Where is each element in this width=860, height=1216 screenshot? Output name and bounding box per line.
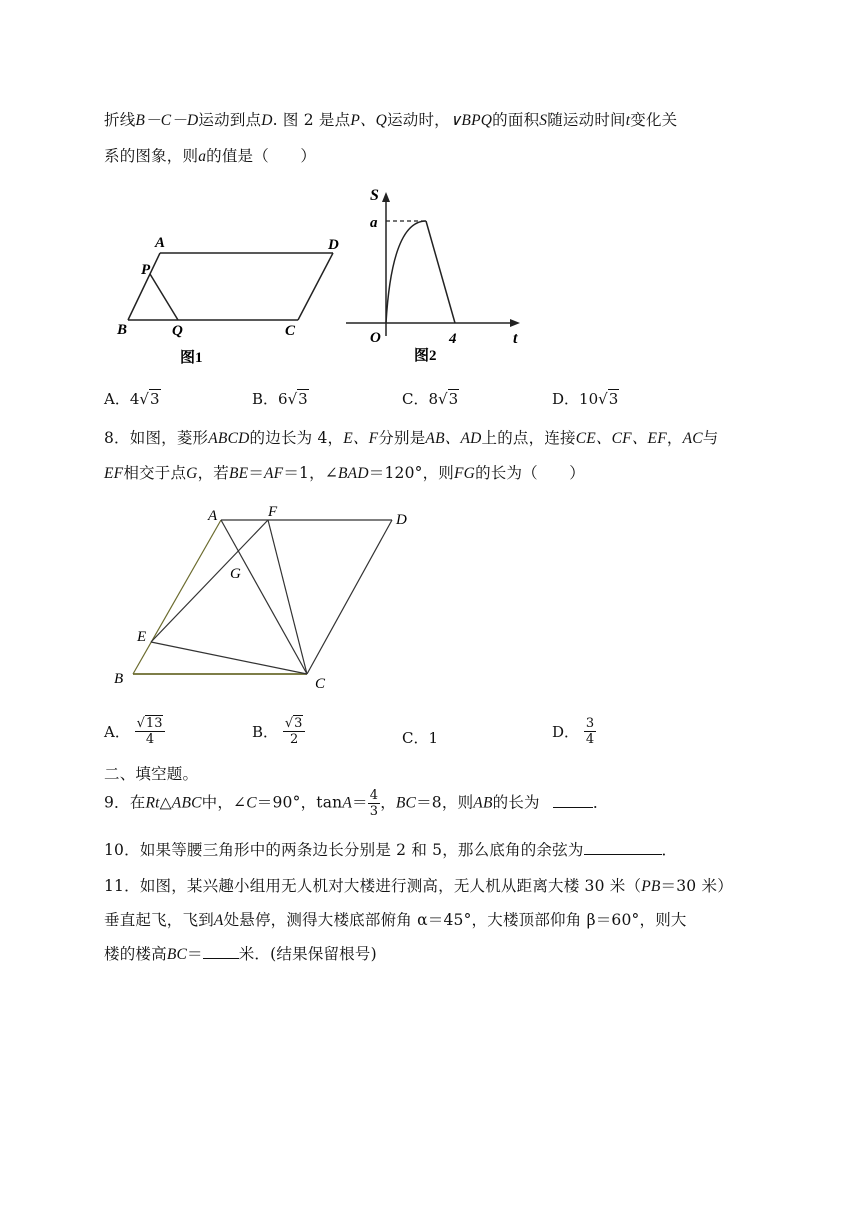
q11-var: BC [166, 946, 188, 963]
q11-text-part: 处悬停，测得大楼底部俯角 α＝45°，大楼顶部仰角 β＝60°，则大 [223, 911, 687, 929]
fraction [584, 716, 596, 747]
q8-var: AB、AD [425, 430, 482, 447]
section-heading: 二、填空题。 [104, 765, 199, 783]
q8-text: ＝ [248, 464, 265, 482]
option-letter: A． [104, 723, 130, 741]
fig2-caption: 图2 [414, 348, 437, 364]
fig1-segment-pq [150, 274, 178, 320]
denominator: 4 [585, 732, 595, 747]
q9-var: A [342, 794, 352, 812]
q8-text: 相交于点 [123, 464, 187, 482]
option-radicand: 3 [448, 390, 459, 408]
q8-text: ＝1，∠ [283, 464, 339, 482]
q8-label-b: B [114, 671, 124, 687]
q8-var: FG [454, 465, 476, 482]
fig2-label-s: S [370, 187, 379, 204]
q8-var: CE、CF、EF [575, 430, 667, 447]
fig1-label-a: A [155, 235, 166, 251]
q7-text: 的值是（ ） [206, 147, 317, 165]
q11-text-part: 楼的楼高 [104, 945, 167, 963]
denominator: 3 [369, 804, 379, 819]
q8-label-c: C [315, 676, 326, 692]
q8-var: ABCD [208, 430, 250, 447]
q7-text: 运动时， [387, 111, 450, 129]
q7-text: 变化关 [630, 111, 678, 129]
q7-triangle: ∨BPQ [449, 112, 493, 129]
q10-text [104, 838, 677, 860]
q7-text: 系的图象，则 [104, 147, 199, 165]
option-radicand: 3 [608, 390, 619, 408]
q8-text: 分别是 [378, 429, 426, 447]
q8-text-line-1 [104, 426, 719, 448]
q10-text-part: ． [661, 841, 678, 859]
fig2-label-a: a [370, 215, 378, 231]
q7-var-a: a [198, 148, 207, 165]
q7-var-s: S [539, 112, 548, 129]
option-coef: 4 [129, 390, 140, 408]
option-coef: 10 [579, 390, 599, 408]
q8-label-f: F [268, 504, 278, 520]
q9-var: BC [395, 794, 417, 812]
q8-label-a: A [208, 508, 218, 524]
rhombus-side-ab [133, 520, 221, 674]
option-letter: B． [252, 390, 279, 408]
q8-text: 的边长为 4， [249, 429, 344, 447]
q7-text: 运动到点 [198, 111, 262, 129]
q8-var: E、F [343, 430, 379, 447]
q7-points: P、Q [350, 112, 388, 129]
fig1-label-q: Q [172, 323, 183, 339]
q7-text: . 图 2 是点 [272, 111, 351, 129]
q7-text: 随运动时间 [547, 111, 626, 129]
q8-var: G [186, 465, 198, 482]
q11-text-line-1 [104, 874, 733, 896]
option-letter: B． [252, 723, 279, 741]
q8-var: BAD [338, 465, 369, 482]
q8-text-line-2 [104, 461, 585, 483]
option-letter: D． [552, 723, 580, 741]
numerator: 13 [145, 716, 163, 731]
q9-text-part: 9．在 [104, 793, 146, 812]
fig2-s-axis-arrow [382, 192, 390, 202]
denominator: 2 [289, 732, 299, 747]
q8-text: 8．如图，菱形 [104, 429, 209, 447]
option-coef: 8 [428, 390, 439, 408]
q7-option-a[interactable]: A．4√3 [104, 390, 160, 408]
q8-option-c[interactable] [402, 727, 438, 748]
q11-var: A [213, 912, 224, 929]
fig1-label-b: B [117, 322, 128, 338]
fraction: $\frac{√3}{2}$ [283, 716, 306, 747]
q9-text-part: ． [592, 793, 609, 812]
q11-answer-blank[interactable] [203, 956, 239, 959]
q9-text-part: ＝8，则 [416, 793, 474, 812]
numerator: 3 [585, 716, 595, 731]
q8-var: AC [682, 430, 703, 447]
diagonal-ac [221, 520, 307, 674]
segment-ef [151, 520, 268, 642]
q9-text-part: △ [159, 793, 172, 812]
fig2-t-axis-arrow [510, 319, 520, 327]
q7-point: D [261, 112, 273, 129]
q8-var: EF [104, 465, 124, 482]
q8-var: AF [264, 465, 284, 482]
option-radicand: 3 [298, 390, 308, 408]
q11-var: PB [641, 878, 661, 895]
segment-ce [151, 642, 307, 674]
q9-text [104, 788, 609, 819]
numerator: 4 [369, 788, 379, 803]
q11-text-part: 垂直起飞，飞到 [104, 911, 214, 929]
q9-text-part: 的长为 [492, 793, 540, 812]
segment-cf [268, 520, 307, 674]
q8-text: 与 [702, 429, 719, 447]
q7-text-line-2 [104, 144, 316, 166]
q7-text: 的面积 [492, 111, 540, 129]
fig2-label-4: 4 [449, 331, 457, 347]
q10-answer-blank[interactable] [584, 852, 662, 855]
q8-option-a[interactable] [104, 716, 165, 747]
rhombus-side-cd [307, 520, 392, 674]
q8-text: ，若 [197, 464, 229, 482]
q9-text-part: ＝ [352, 793, 368, 812]
q7-figure-2 [340, 180, 540, 370]
fraction: $\frac{√13}{4}$ [135, 716, 166, 747]
q8-text: 的长为（ ） [475, 464, 585, 482]
q8-label-e: E [137, 629, 147, 645]
q9-var: ABC [171, 794, 202, 812]
q8-option-d[interactable] [552, 716, 596, 747]
q9-text-part: ＝90°，tan [256, 793, 343, 812]
option-letter: D． [552, 390, 580, 408]
q9-var: Rt [145, 794, 160, 812]
q8-option-b[interactable] [252, 716, 305, 747]
fig2-label-t: t [513, 330, 518, 347]
fig1-label-c: C [285, 323, 296, 339]
q11-text-line-2 [104, 908, 687, 930]
q7-option-d[interactable]: D．10√3 [552, 390, 619, 408]
q7-var-t: t [625, 112, 631, 129]
q9-fraction [368, 788, 380, 819]
q8-label-d: D [396, 512, 407, 528]
numerator: 3 [294, 716, 303, 731]
q8-text: ＝120°，则 [368, 464, 454, 482]
fig1-label-d: D [328, 237, 339, 253]
q7-text: 折线 [104, 111, 136, 129]
q11-text-part: 米．(结果保留根号) [238, 945, 377, 963]
fig2-rising-curve [386, 221, 426, 323]
q8-text: ， [666, 429, 683, 447]
q7-option-c[interactable]: C．8√3 [402, 390, 459, 408]
q11-text-part: ＝30 米） [660, 877, 733, 895]
q8-text: 上的点，连接 [481, 429, 576, 447]
q11-text-part: ＝ [187, 945, 203, 963]
option-letter: C． [402, 390, 429, 408]
denominator: 4 [145, 732, 155, 747]
fig2-falling-line [426, 221, 455, 323]
q9-var: C [246, 794, 257, 812]
q9-text-part: ， [380, 793, 396, 812]
option-letter: C． [402, 729, 429, 747]
q7-path: B－C－D [135, 112, 199, 129]
fig1-caption: 图1 [180, 350, 203, 366]
fig1-label-p: P [141, 262, 151, 278]
q8-label-g: G [230, 566, 241, 582]
q7-figure-1 [110, 228, 360, 368]
q10-text-part: 10．如果等腰三角形中的两条边长分别是 2 和 5，那么底角的余弦为 [104, 841, 584, 859]
option-coef: 6 [278, 390, 288, 408]
q7-text-line-1 [104, 108, 677, 130]
q11-text-part: 11．如图，某兴趣小组用无人机对大楼进行测高，无人机从距离大楼 30 米（ [104, 877, 642, 895]
option-value: 1 [428, 729, 439, 747]
q7-option-b[interactable]: B．6√3 [252, 390, 308, 408]
q8-figure [100, 500, 420, 700]
fig1-side-cd [298, 253, 333, 320]
q9-var: AB [473, 794, 493, 812]
option-radicand: 3 [149, 390, 160, 408]
q9-answer-blank[interactable] [553, 805, 593, 808]
q9-text-part: 中，∠ [201, 793, 247, 812]
q11-text-line-3 [104, 942, 377, 964]
fig2-label-o: O [370, 330, 381, 346]
q8-var: BE [228, 465, 249, 482]
option-letter: A． [104, 390, 130, 408]
